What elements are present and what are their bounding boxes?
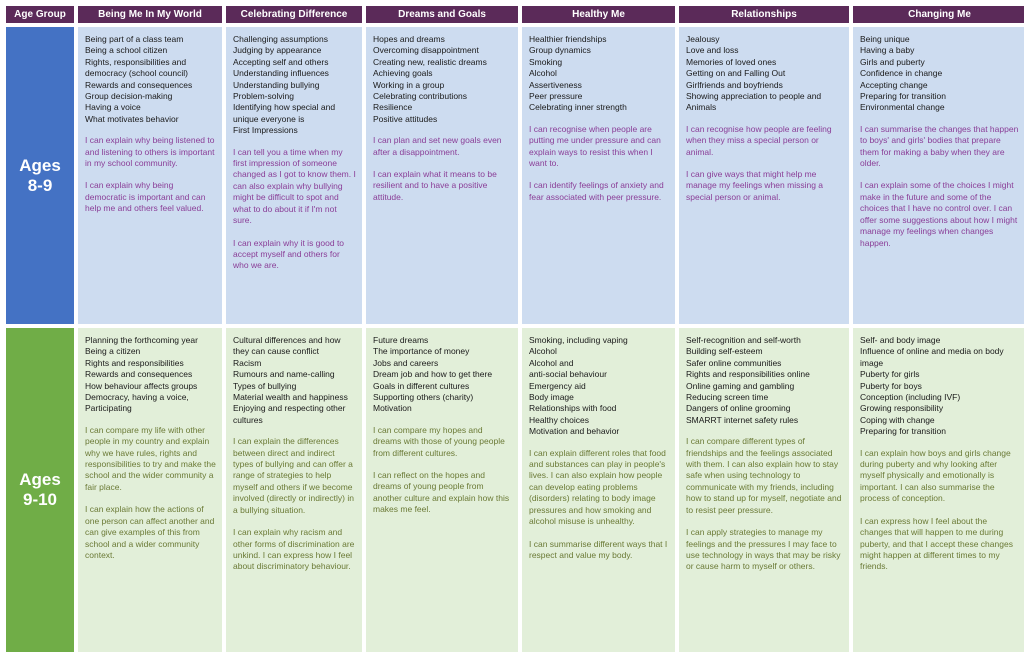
cell-9-10-relationships: [679, 328, 849, 652]
topic-item: Understanding influences: [233, 68, 329, 79]
topic-item: Jobs and careers: [373, 357, 439, 368]
topic-item: Planning the forthcoming year: [85, 335, 198, 345]
learning-statement: I can give ways that might help me manage my feelings when missing a special person or animal.: [686, 169, 824, 202]
topic-item: Preparing for transition: [860, 91, 946, 102]
topic-item: Rewards and consequences: [85, 79, 193, 90]
topic-list: [85, 34, 217, 125]
topic-item: Resilience: [373, 102, 413, 113]
topic-item: Having a baby: [860, 45, 915, 56]
topic-item: Overcoming disappointment: [373, 45, 479, 56]
topic-list: [373, 335, 513, 415]
topic-item: Democracy, having a voice,: [85, 392, 189, 403]
topic-item: Being a citizen: [85, 346, 141, 357]
topic-item: Judging by appearance: [233, 45, 322, 56]
topic-list: [529, 335, 670, 438]
topic-item: Having a voice: [85, 102, 141, 113]
topic-item: Dream job and how to get there: [373, 369, 493, 380]
learning-statement: I can summarise different ways that I respect and value my body.: [529, 538, 668, 560]
topic-list: [85, 335, 217, 415]
topic-item: Creating new, realistic dreams: [373, 56, 487, 67]
topic-item: Peer pressure: [529, 91, 583, 102]
topic-item: Safer online communities: [686, 357, 782, 368]
header-healthy-me: Healthy Me: [522, 6, 675, 23]
learning-statement: I can compare my hopes and dreams with those of young people from different cultures.: [373, 424, 505, 458]
topic-item: Growing responsibility: [860, 403, 944, 414]
topic-item: Alcohol: [529, 346, 557, 357]
topic-item: Emergency aid: [529, 380, 586, 391]
learning-statement: I can explain why being listened to and listening to others is important in my school community.: [85, 135, 215, 169]
topic-item: Love and loss: [686, 45, 739, 56]
cell-9-10-changing-me: [853, 328, 1024, 652]
learning-statement: I can explain how boys and girls change during puberty and why looking after myself physically and emotionally is important. I can also summarise the process of conception.: [860, 447, 1011, 504]
age-value: 9-10: [22, 490, 58, 509]
topic-item: Rumours and name-calling: [233, 369, 335, 380]
age-label: Ages: [19, 470, 61, 489]
topic-list: [686, 34, 844, 114]
topic-list: [373, 34, 513, 125]
topic-item: Participating: [85, 403, 132, 414]
topic-item: Enjoying and respecting other cultures: [233, 403, 346, 425]
topic-item: Cultural differences and how they can cause conflict: [233, 335, 341, 357]
topic-item: Healthy choices: [529, 414, 590, 425]
learning-statement: I can explain different roles that food and substances can play in people's lives. I can also explain how people can develop eating problems (disorders) relating to body image pressures and how smoking and alcohol misuse is unhealthy.: [529, 447, 666, 527]
topic-item: Influence of online and media on body image: [860, 346, 1004, 368]
topic-item: Motivation and behavior: [529, 426, 620, 437]
cell-8-9-changing-me: [853, 27, 1024, 324]
topic-item: Girlfriends and boyfriends: [686, 79, 783, 90]
learning-statement: I can recognise when people are putting me under pressure and can explain ways to resist this when I want to.: [529, 123, 661, 169]
header-changing-me: Changing Me: [853, 6, 1024, 23]
learning-statement: I can explain the differences between direct and indirect types of bullying and can offer a range of strategies to help myself and others if we become involved (directly or indirectly) in a bullying situation.: [233, 436, 354, 515]
topic-item: Confidence in change: [860, 68, 943, 79]
cell-8-9-celebrating-difference: [226, 27, 362, 324]
topic-item: Smoking, including vaping: [529, 335, 628, 345]
cell-8-9-being-me: [78, 27, 222, 324]
topic-item: Puberty for girls: [860, 369, 920, 380]
topic-item: Group decision-making: [85, 91, 173, 102]
topic-item: Identifying how special and unique everyone is: [233, 102, 336, 124]
learning-statement: I can explain why it is good to accept myself and others for who we are.: [233, 237, 345, 271]
topic-item: Conception (including IVF): [860, 392, 961, 403]
learning-statement: I can recognise how people are feeling when they miss a special person or animal.: [686, 123, 832, 157]
age-group-9-10: [6, 328, 74, 652]
learning-statement: I can explain why being democratic is important and can help me and others feel valued.: [85, 180, 206, 214]
topic-item: Problem-solving: [233, 91, 294, 102]
learning-statement: I can compare different types of friendships and the feelings associated with them. I can also explain how to stay safe when using technology to communicate with my friends, including how to stand up for myself, negotiate and to resist peer pressure.: [686, 436, 842, 515]
learning-statement: I can apply strategies to manage my feelings and the pressures I may face to use technology in ways that may be risky or cause harm to myself or others.: [686, 527, 841, 572]
topic-item: Achieving goals: [373, 68, 433, 79]
topic-item: Rewards and consequences: [85, 369, 193, 380]
topic-item: Hopes and dreams: [373, 34, 445, 44]
topic-item: First Impressions: [233, 125, 298, 136]
topic-list: [233, 34, 357, 137]
topic-item: Accepting self and others: [233, 56, 329, 67]
topic-item: Celebrating inner strength: [529, 102, 627, 113]
topic-item: The importance of money: [373, 346, 470, 357]
learning-statement: I can express how I feel about the changes that will happen to me during puberty, and that I accept these changes might happen at different times to my friends.: [860, 515, 1013, 572]
topic-item: Rights, responsibilities and democracy (school council): [85, 56, 188, 79]
topic-item: Memories of loved ones: [686, 56, 777, 67]
topic-item: Body image: [529, 392, 574, 403]
learning-statement: I can reflect on the hopes and dreams of young people from another culture and explain how this makes me feel.: [373, 470, 510, 515]
learning-statement: I can explain how the actions of one person can affect another and can give examples of this from school and a wider community context.: [85, 504, 215, 560]
topic-item: Preparing for transition: [860, 426, 946, 437]
topic-item: Alcohol and: [529, 357, 574, 368]
topic-item: Girls and puberty: [860, 56, 925, 67]
topic-item: anti-social behaviour: [529, 369, 607, 380]
topic-item: Supporting others (charity): [373, 392, 474, 403]
topic-item: Reducing screen time: [686, 392, 769, 403]
topic-item: Goals in different cultures: [373, 380, 470, 391]
learning-statement: I can plan and set new goals even after a disappointment.: [373, 135, 502, 157]
topic-item: Online gaming and gambling: [686, 380, 795, 391]
topic-item: Coping with change: [860, 414, 935, 425]
topic-item: Rights and responsibilities: [85, 357, 184, 368]
topic-item: Challenging assumptions: [233, 34, 328, 44]
topic-list: [529, 34, 670, 114]
topic-list: [860, 335, 1021, 438]
topic-item: Getting on and Falling Out: [686, 68, 786, 79]
header-celebrating-difference: Celebrating Difference: [226, 6, 362, 23]
topic-list: [686, 335, 844, 426]
topic-item: Smoking: [529, 56, 563, 67]
topic-item: Self-recognition and self-worth: [686, 335, 801, 345]
topic-item: Self- and body image: [860, 335, 941, 345]
topic-item: Working in a group: [373, 79, 445, 90]
header-relationships: Relationships: [679, 6, 849, 23]
topic-item: Future dreams: [373, 335, 429, 345]
header-being-me: Being Me In My World: [78, 6, 222, 23]
cell-9-10-being-me: [78, 328, 222, 652]
topic-item: Celebrating contributions: [373, 91, 468, 102]
cell-9-10-dreams-goals: [366, 328, 518, 652]
topic-list: [860, 34, 1021, 114]
topic-item: Racism: [233, 357, 262, 368]
cell-8-9-healthy-me: [522, 27, 675, 324]
topic-item: Being unique: [860, 34, 910, 44]
learning-statement: I can explain what it means to be resilient and to have a positive attitude.: [373, 169, 497, 202]
topic-item: SMARRT internet safety rules: [686, 414, 799, 425]
topic-item: Types of bullying: [233, 380, 297, 391]
topic-item: Showing appreciation to people and Animals: [686, 91, 822, 113]
topic-item: Being a school citizen: [85, 45, 168, 56]
learning-statement: I can explain why racism and other forms of discrimination are unkind. I can express how I feel about discriminatory behaviour.: [233, 527, 355, 572]
topic-item: Material wealth and happiness: [233, 392, 348, 403]
learning-statement: I can explain some of the choices I might make in the future and some of the choices that I have no control over. I can offer some suggestions about how I might manage my feelings when changes happen.: [860, 180, 1018, 248]
topic-item: How behaviour affects groups: [85, 380, 198, 391]
topic-item: Jealousy: [686, 34, 720, 44]
topic-item: Building self-esteem: [686, 346, 763, 357]
learning-statement: I can identify feelings of anxiety and fear associated with peer pressure.: [529, 180, 664, 202]
topic-item: Puberty for boys: [860, 380, 922, 391]
topic-item: Dangers of online grooming: [686, 403, 791, 414]
topic-item: Motivation: [373, 403, 412, 414]
topic-item: Alcohol: [529, 68, 557, 79]
cell-8-9-dreams-goals: [366, 27, 518, 324]
cell-9-10-healthy-me: [522, 328, 675, 652]
curriculum-table: [6, 6, 1018, 644]
cell-8-9-relationships: [679, 27, 849, 324]
topic-item: Group dynamics: [529, 45, 591, 56]
topic-item: Relationships with food: [529, 403, 617, 414]
age-label: Ages: [19, 155, 61, 175]
topic-item: Positive attitudes: [373, 113, 438, 124]
header-dreams-goals: Dreams and Goals: [366, 6, 518, 23]
cell-9-10-celebrating-difference: [226, 328, 362, 652]
learning-statement: I can tell you a time when my first impression of someone changed as I got to know them. I can also explain why bullying might be difficult to spot and what to do about it if I'm not sure.: [233, 146, 356, 226]
topic-item: Healthier friendships: [529, 34, 607, 44]
header-age-group: Age Group: [6, 6, 74, 23]
learning-statement: I can summarise the changes that happen to boys' and girls' bodies that prepare them for making a baby when they are older.: [860, 123, 1019, 169]
topic-item: Rights and responsibilities online: [686, 369, 810, 380]
age-value: 8-9: [27, 175, 53, 195]
age-group-8-9: [6, 27, 74, 324]
learning-statement: I can compare my life with other people in my country and explain why we have rules, rights and responsibilities to try and make the school and the wider community a fair place.: [85, 424, 216, 492]
topic-item: Accepting change: [860, 79, 928, 90]
topic-item: Environmental change: [860, 102, 945, 113]
topic-item: Being part of a class team: [85, 34, 184, 44]
topic-item: Understanding bullying: [233, 79, 320, 90]
topic-item: What motivates behavior: [85, 113, 179, 124]
topic-list: [233, 335, 357, 426]
topic-item: Assertiveness: [529, 79, 582, 90]
